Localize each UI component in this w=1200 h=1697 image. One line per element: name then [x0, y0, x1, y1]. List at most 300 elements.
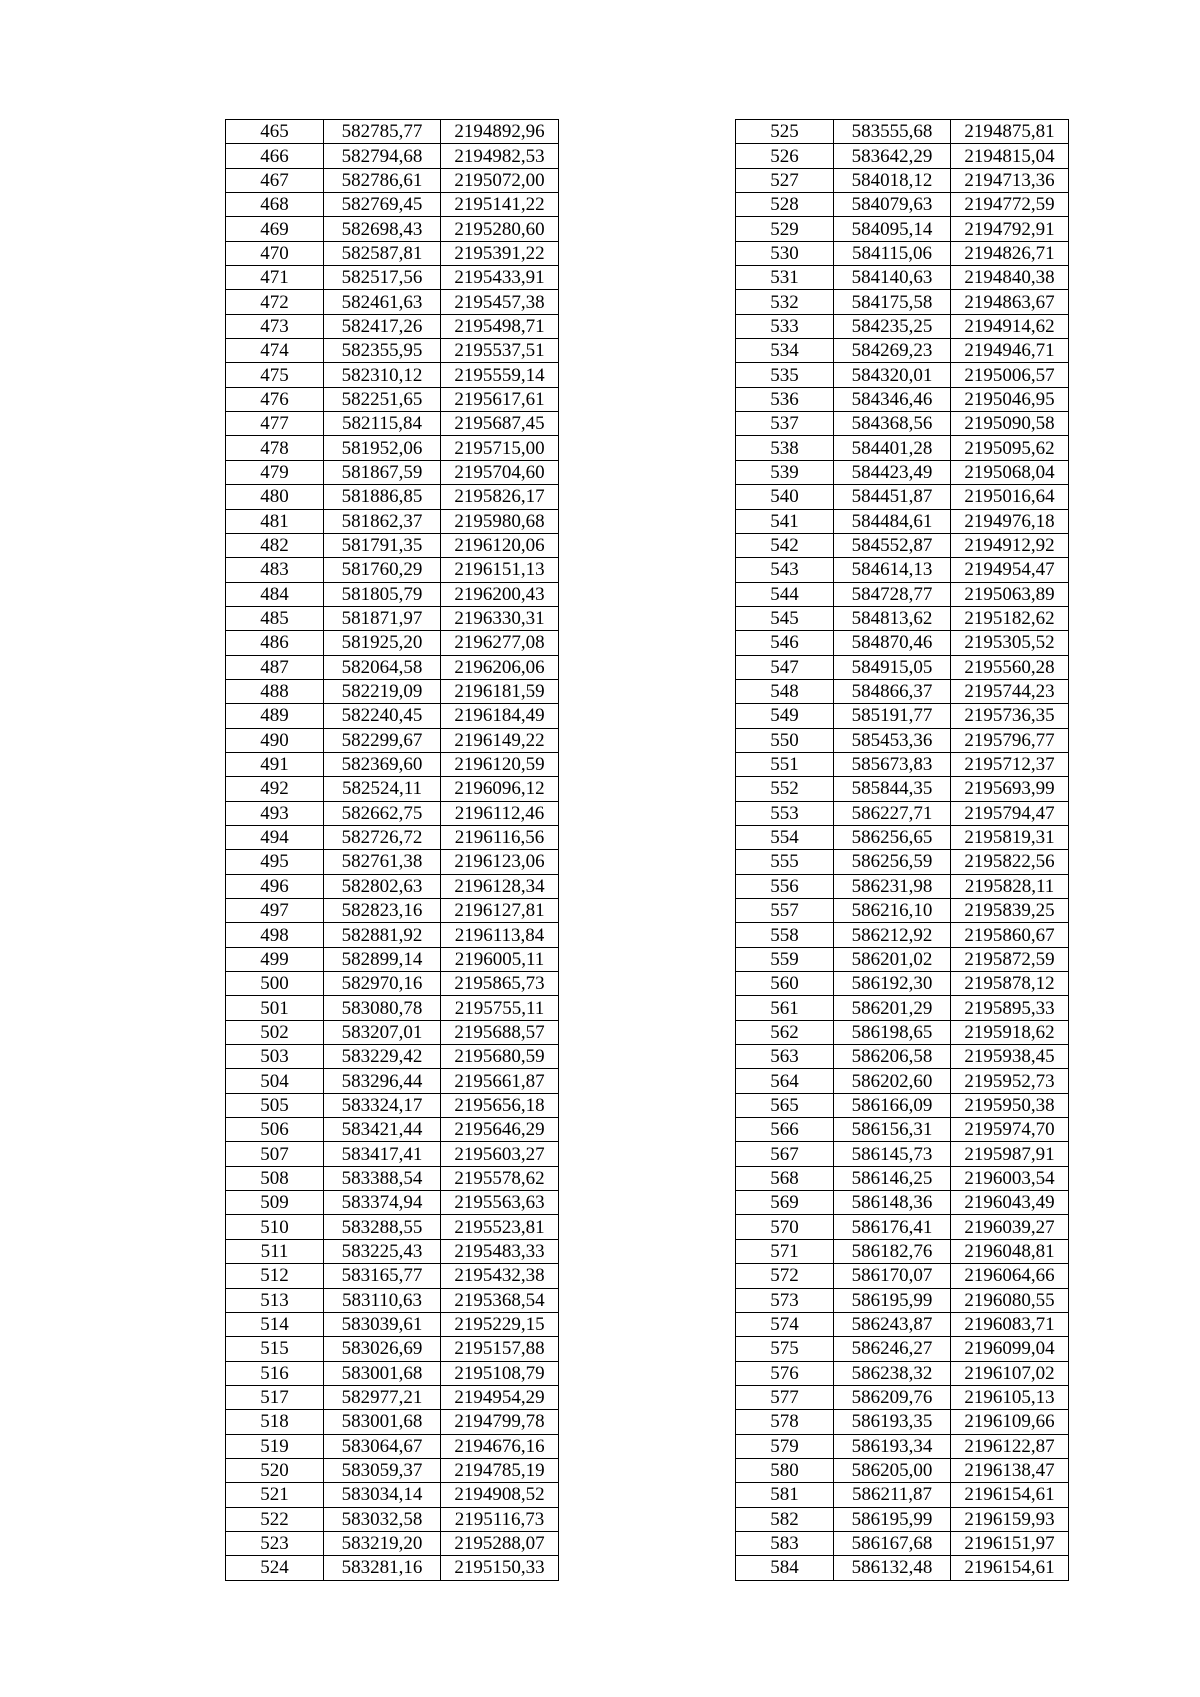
x-coordinate-cell: 583296,44 [324, 1069, 441, 1093]
point-number-cell: 542 [736, 533, 834, 557]
point-number-cell: 510 [226, 1215, 324, 1239]
x-coordinate-cell: 584235,25 [834, 314, 951, 338]
x-coordinate-cell: 582310,12 [324, 363, 441, 387]
table-row [226, 533, 559, 557]
point-number-cell: 539 [736, 460, 834, 484]
y-coordinate-cell: 2195865,73 [441, 972, 559, 996]
x-coordinate-cell: 586227,71 [834, 801, 951, 825]
point-number-cell: 504 [226, 1069, 324, 1093]
x-coordinate-cell: 581805,79 [324, 582, 441, 606]
point-number-cell: 497 [226, 899, 324, 923]
table-row [736, 1069, 1069, 1093]
x-coordinate-cell: 582726,72 [324, 825, 441, 849]
x-coordinate-cell: 583374,94 [324, 1191, 441, 1215]
table-row [226, 1215, 559, 1239]
y-coordinate-cell: 2195987,91 [951, 1142, 1069, 1166]
table-row [226, 120, 559, 144]
table-row [226, 363, 559, 387]
y-coordinate-cell: 2196127,81 [441, 899, 559, 923]
point-number-cell: 496 [226, 874, 324, 898]
table-body [226, 120, 559, 1581]
table-row [736, 168, 1069, 192]
table-row [736, 1385, 1069, 1409]
point-number-cell: 477 [226, 412, 324, 436]
y-coordinate-cell: 2196159,93 [951, 1507, 1069, 1531]
x-coordinate-cell: 586195,99 [834, 1288, 951, 1312]
point-number-cell: 561 [736, 996, 834, 1020]
table-row [226, 899, 559, 923]
table-row [226, 485, 559, 509]
y-coordinate-cell: 2196123,06 [441, 850, 559, 874]
point-number-cell: 522 [226, 1507, 324, 1531]
table-row [736, 120, 1069, 144]
point-number-cell: 564 [736, 1069, 834, 1093]
y-coordinate-cell: 2195826,17 [441, 485, 559, 509]
x-coordinate-cell: 586202,60 [834, 1069, 951, 1093]
point-number-cell: 546 [736, 631, 834, 655]
point-number-cell: 544 [736, 582, 834, 606]
y-coordinate-cell: 2196154,61 [951, 1483, 1069, 1507]
point-number-cell: 547 [736, 655, 834, 679]
point-number-cell: 489 [226, 704, 324, 728]
point-number-cell: 537 [736, 412, 834, 436]
y-coordinate-cell: 2196206,06 [441, 655, 559, 679]
y-coordinate-cell: 2194815,04 [951, 144, 1069, 168]
x-coordinate-cell: 586231,98 [834, 874, 951, 898]
table-row [226, 704, 559, 728]
x-coordinate-cell: 582251,65 [324, 387, 441, 411]
point-number-cell: 548 [736, 679, 834, 703]
y-coordinate-cell: 2195952,73 [951, 1069, 1069, 1093]
y-coordinate-cell: 2196043,49 [951, 1191, 1069, 1215]
table-row [736, 777, 1069, 801]
x-coordinate-cell: 584915,05 [834, 655, 951, 679]
point-number-cell: 552 [736, 777, 834, 801]
point-number-cell: 532 [736, 290, 834, 314]
table-row [736, 1531, 1069, 1555]
point-number-cell: 473 [226, 314, 324, 338]
point-number-cell: 479 [226, 460, 324, 484]
table-row [226, 460, 559, 484]
point-number-cell: 541 [736, 509, 834, 533]
table-row [226, 1093, 559, 1117]
point-number-cell: 576 [736, 1361, 834, 1385]
point-number-cell: 556 [736, 874, 834, 898]
y-coordinate-cell: 2196116,56 [441, 825, 559, 849]
point-number-cell: 470 [226, 241, 324, 265]
x-coordinate-cell: 582794,68 [324, 144, 441, 168]
y-coordinate-cell: 2195305,52 [951, 631, 1069, 655]
x-coordinate-cell: 586166,09 [834, 1093, 951, 1117]
table-row [736, 1483, 1069, 1507]
y-coordinate-cell: 2195646,29 [441, 1118, 559, 1142]
y-coordinate-cell: 2194976,18 [951, 509, 1069, 533]
x-coordinate-cell: 582417,26 [324, 314, 441, 338]
table-row [736, 801, 1069, 825]
x-coordinate-cell: 582823,16 [324, 899, 441, 923]
x-coordinate-cell: 583034,14 [324, 1483, 441, 1507]
point-number-cell: 558 [736, 923, 834, 947]
table-row [226, 1239, 559, 1263]
y-coordinate-cell: 2196099,04 [951, 1337, 1069, 1361]
x-coordinate-cell: 583039,61 [324, 1312, 441, 1336]
x-coordinate-cell: 581886,85 [324, 485, 441, 509]
y-coordinate-cell: 2195559,14 [441, 363, 559, 387]
y-coordinate-cell: 2196064,66 [951, 1264, 1069, 1288]
x-coordinate-cell: 581871,97 [324, 606, 441, 630]
table-row [226, 1118, 559, 1142]
x-coordinate-cell: 586182,76 [834, 1239, 951, 1263]
x-coordinate-cell: 583001,68 [324, 1361, 441, 1385]
y-coordinate-cell: 2195822,56 [951, 850, 1069, 874]
table-row [226, 655, 559, 679]
table-row [736, 363, 1069, 387]
point-number-cell: 569 [736, 1191, 834, 1215]
table-row [736, 679, 1069, 703]
x-coordinate-cell: 584728,77 [834, 582, 951, 606]
x-coordinate-cell: 582524,11 [324, 777, 441, 801]
table-row [736, 1045, 1069, 1069]
y-coordinate-cell: 2195794,47 [951, 801, 1069, 825]
coordinates-table-right [735, 119, 1069, 1581]
y-coordinate-cell: 2195860,67 [951, 923, 1069, 947]
point-number-cell: 499 [226, 947, 324, 971]
x-coordinate-cell: 582587,81 [324, 241, 441, 265]
y-coordinate-cell: 2195072,00 [441, 168, 559, 192]
point-number-cell: 501 [226, 996, 324, 1020]
y-coordinate-cell: 2194892,96 [441, 120, 559, 144]
y-coordinate-cell: 2195950,38 [951, 1093, 1069, 1117]
y-coordinate-cell: 2195796,77 [951, 728, 1069, 752]
x-coordinate-cell: 586206,58 [834, 1045, 951, 1069]
y-coordinate-cell: 2195895,33 [951, 996, 1069, 1020]
y-coordinate-cell: 2195368,54 [441, 1288, 559, 1312]
table-row [226, 1361, 559, 1385]
point-number-cell: 488 [226, 679, 324, 703]
point-number-cell: 577 [736, 1385, 834, 1409]
x-coordinate-cell: 584451,87 [834, 485, 951, 509]
point-number-cell: 575 [736, 1337, 834, 1361]
y-coordinate-cell: 2194912,92 [951, 533, 1069, 557]
point-number-cell: 557 [736, 899, 834, 923]
table-row [736, 899, 1069, 923]
y-coordinate-cell: 2196151,97 [951, 1531, 1069, 1555]
y-coordinate-cell: 2195688,57 [441, 1020, 559, 1044]
table-row [226, 509, 559, 533]
x-coordinate-cell: 586193,35 [834, 1410, 951, 1434]
point-number-cell: 570 [736, 1215, 834, 1239]
table-row [736, 412, 1069, 436]
y-coordinate-cell: 2196112,46 [441, 801, 559, 825]
table-row [226, 436, 559, 460]
point-number-cell: 469 [226, 217, 324, 241]
x-coordinate-cell: 584346,46 [834, 387, 951, 411]
table-row [736, 996, 1069, 1020]
table-row [226, 631, 559, 655]
point-number-cell: 583 [736, 1531, 834, 1555]
table-row [736, 1410, 1069, 1434]
table-row [226, 874, 559, 898]
table-row [226, 947, 559, 971]
x-coordinate-cell: 586246,27 [834, 1337, 951, 1361]
x-coordinate-cell: 585191,77 [834, 704, 951, 728]
table-row [736, 1507, 1069, 1531]
y-coordinate-cell: 2195150,33 [441, 1556, 559, 1580]
x-coordinate-cell: 581867,59 [324, 460, 441, 484]
y-coordinate-cell: 2194713,36 [951, 168, 1069, 192]
x-coordinate-cell: 584813,62 [834, 606, 951, 630]
table-row [226, 923, 559, 947]
x-coordinate-cell: 586238,32 [834, 1361, 951, 1385]
point-number-cell: 528 [736, 193, 834, 217]
y-coordinate-cell: 2194676,16 [441, 1434, 559, 1458]
point-number-cell: 502 [226, 1020, 324, 1044]
coordinates-table-left [225, 119, 559, 1581]
x-coordinate-cell: 583388,54 [324, 1166, 441, 1190]
point-number-cell: 480 [226, 485, 324, 509]
table-row [736, 193, 1069, 217]
x-coordinate-cell: 584175,58 [834, 290, 951, 314]
table-row [736, 485, 1069, 509]
y-coordinate-cell: 2195617,61 [441, 387, 559, 411]
y-coordinate-cell: 2195828,11 [951, 874, 1069, 898]
table-row [736, 728, 1069, 752]
x-coordinate-cell: 583288,55 [324, 1215, 441, 1239]
y-coordinate-cell: 2195687,45 [441, 412, 559, 436]
x-coordinate-cell: 584018,12 [834, 168, 951, 192]
x-coordinate-cell: 583207,01 [324, 1020, 441, 1044]
table-row [226, 1166, 559, 1190]
table-row [736, 1264, 1069, 1288]
y-coordinate-cell: 2196105,13 [951, 1385, 1069, 1409]
table-row [736, 850, 1069, 874]
y-coordinate-cell: 2195563,63 [441, 1191, 559, 1215]
x-coordinate-cell: 582899,14 [324, 947, 441, 971]
point-number-cell: 519 [226, 1434, 324, 1458]
y-coordinate-cell: 2194772,59 [951, 193, 1069, 217]
x-coordinate-cell: 582299,67 [324, 728, 441, 752]
table-row [226, 582, 559, 606]
point-number-cell: 553 [736, 801, 834, 825]
point-number-cell: 555 [736, 850, 834, 874]
x-coordinate-cell: 586195,99 [834, 1507, 951, 1531]
point-number-cell: 503 [226, 1045, 324, 1069]
table-row [736, 1118, 1069, 1142]
point-number-cell: 467 [226, 168, 324, 192]
x-coordinate-cell: 582662,75 [324, 801, 441, 825]
x-coordinate-cell: 584140,63 [834, 266, 951, 290]
y-coordinate-cell: 2195433,91 [441, 266, 559, 290]
table-row [736, 631, 1069, 655]
table-row [736, 314, 1069, 338]
table-row [736, 436, 1069, 460]
point-number-cell: 550 [736, 728, 834, 752]
table-row [736, 606, 1069, 630]
x-coordinate-cell: 584368,56 [834, 412, 951, 436]
point-number-cell: 566 [736, 1118, 834, 1142]
x-coordinate-cell: 586193,34 [834, 1434, 951, 1458]
point-number-cell: 565 [736, 1093, 834, 1117]
point-number-cell: 549 [736, 704, 834, 728]
x-coordinate-cell: 586209,76 [834, 1385, 951, 1409]
table-row [736, 1312, 1069, 1336]
point-number-cell: 518 [226, 1410, 324, 1434]
point-number-cell: 471 [226, 266, 324, 290]
point-number-cell: 523 [226, 1531, 324, 1555]
x-coordinate-cell: 584401,28 [834, 436, 951, 460]
y-coordinate-cell: 2195980,68 [441, 509, 559, 533]
point-number-cell: 487 [226, 655, 324, 679]
y-coordinate-cell: 2194914,62 [951, 314, 1069, 338]
table-row [226, 339, 559, 363]
point-number-cell: 584 [736, 1556, 834, 1580]
table-row [226, 1483, 559, 1507]
point-number-cell: 568 [736, 1166, 834, 1190]
x-coordinate-cell: 582977,21 [324, 1385, 441, 1409]
x-coordinate-cell: 584870,46 [834, 631, 951, 655]
table-row [226, 1458, 559, 1482]
point-number-cell: 527 [736, 168, 834, 192]
y-coordinate-cell: 2195063,89 [951, 582, 1069, 606]
y-coordinate-cell: 2195457,38 [441, 290, 559, 314]
x-coordinate-cell: 583417,41 [324, 1142, 441, 1166]
y-coordinate-cell: 2196080,55 [951, 1288, 1069, 1312]
point-number-cell: 506 [226, 1118, 324, 1142]
table-row [736, 1337, 1069, 1361]
y-coordinate-cell: 2196107,02 [951, 1361, 1069, 1385]
y-coordinate-cell: 2196184,49 [441, 704, 559, 728]
y-coordinate-cell: 2195736,35 [951, 704, 1069, 728]
x-coordinate-cell: 583229,42 [324, 1045, 441, 1069]
x-coordinate-cell: 586212,92 [834, 923, 951, 947]
table-row [736, 1288, 1069, 1312]
table-row [736, 460, 1069, 484]
y-coordinate-cell: 2196151,13 [441, 558, 559, 582]
table-row [226, 996, 559, 1020]
x-coordinate-cell: 583421,44 [324, 1118, 441, 1142]
y-coordinate-cell: 2196330,31 [441, 606, 559, 630]
x-coordinate-cell: 582881,92 [324, 923, 441, 947]
y-coordinate-cell: 2195656,18 [441, 1093, 559, 1117]
x-coordinate-cell: 586243,87 [834, 1312, 951, 1336]
point-number-cell: 513 [226, 1288, 324, 1312]
point-number-cell: 581 [736, 1483, 834, 1507]
y-coordinate-cell: 2194785,19 [441, 1458, 559, 1482]
y-coordinate-cell: 2196181,59 [441, 679, 559, 703]
table-row [226, 144, 559, 168]
x-coordinate-cell: 586132,48 [834, 1556, 951, 1580]
point-number-cell: 476 [226, 387, 324, 411]
point-number-cell: 490 [226, 728, 324, 752]
table-row [736, 1142, 1069, 1166]
point-number-cell: 509 [226, 1191, 324, 1215]
y-coordinate-cell: 2195141,22 [441, 193, 559, 217]
x-coordinate-cell: 583219,20 [324, 1531, 441, 1555]
y-coordinate-cell: 2195090,58 [951, 412, 1069, 436]
table-row [736, 1191, 1069, 1215]
x-coordinate-cell: 583032,58 [324, 1507, 441, 1531]
x-coordinate-cell: 582355,95 [324, 339, 441, 363]
table-row [736, 874, 1069, 898]
y-coordinate-cell: 2195095,62 [951, 436, 1069, 460]
table-row [736, 923, 1069, 947]
x-coordinate-cell: 584320,01 [834, 363, 951, 387]
point-number-cell: 508 [226, 1166, 324, 1190]
point-number-cell: 535 [736, 363, 834, 387]
x-coordinate-cell: 582517,56 [324, 266, 441, 290]
y-coordinate-cell: 2194840,38 [951, 266, 1069, 290]
x-coordinate-cell: 583281,16 [324, 1556, 441, 1580]
point-number-cell: 468 [226, 193, 324, 217]
x-coordinate-cell: 584269,23 [834, 339, 951, 363]
y-coordinate-cell: 2195157,88 [441, 1337, 559, 1361]
x-coordinate-cell: 586156,31 [834, 1118, 951, 1142]
x-coordinate-cell: 586146,25 [834, 1166, 951, 1190]
table-row [736, 558, 1069, 582]
x-coordinate-cell: 581760,29 [324, 558, 441, 582]
table-row [226, 777, 559, 801]
y-coordinate-cell: 2196277,08 [441, 631, 559, 655]
y-coordinate-cell: 2195537,51 [441, 339, 559, 363]
x-coordinate-cell: 582064,58 [324, 655, 441, 679]
x-coordinate-cell: 582802,63 [324, 874, 441, 898]
x-coordinate-cell: 581925,20 [324, 631, 441, 655]
point-number-cell: 580 [736, 1458, 834, 1482]
x-coordinate-cell: 584866,37 [834, 679, 951, 703]
y-coordinate-cell: 2195755,11 [441, 996, 559, 1020]
table-row [736, 509, 1069, 533]
x-coordinate-cell: 581791,35 [324, 533, 441, 557]
x-coordinate-cell: 586176,41 [834, 1215, 951, 1239]
point-number-cell: 540 [736, 485, 834, 509]
table-row [736, 1458, 1069, 1482]
x-coordinate-cell: 584079,63 [834, 193, 951, 217]
y-coordinate-cell: 2195974,70 [951, 1118, 1069, 1142]
y-coordinate-cell: 2195483,33 [441, 1239, 559, 1263]
table-row [226, 1045, 559, 1069]
point-number-cell: 493 [226, 801, 324, 825]
point-number-cell: 483 [226, 558, 324, 582]
table-row [736, 1239, 1069, 1263]
table-row [226, 972, 559, 996]
point-number-cell: 533 [736, 314, 834, 338]
y-coordinate-cell: 2195016,64 [951, 485, 1069, 509]
point-number-cell: 514 [226, 1312, 324, 1336]
x-coordinate-cell: 586205,00 [834, 1458, 951, 1482]
y-coordinate-cell: 2196200,43 [441, 582, 559, 606]
point-number-cell: 579 [736, 1434, 834, 1458]
point-number-cell: 530 [736, 241, 834, 265]
x-coordinate-cell: 586256,65 [834, 825, 951, 849]
x-coordinate-cell: 583165,77 [324, 1264, 441, 1288]
x-coordinate-cell: 583555,68 [834, 120, 951, 144]
table-row [226, 314, 559, 338]
x-coordinate-cell: 586170,07 [834, 1264, 951, 1288]
point-number-cell: 498 [226, 923, 324, 947]
y-coordinate-cell: 2195693,99 [951, 777, 1069, 801]
point-number-cell: 582 [736, 1507, 834, 1531]
x-coordinate-cell: 586211,87 [834, 1483, 951, 1507]
table-row [226, 801, 559, 825]
point-number-cell: 562 [736, 1020, 834, 1044]
x-coordinate-cell: 586145,73 [834, 1142, 951, 1166]
point-number-cell: 465 [226, 120, 324, 144]
y-coordinate-cell: 2195116,73 [441, 1507, 559, 1531]
table-row [226, 1434, 559, 1458]
point-number-cell: 507 [226, 1142, 324, 1166]
x-coordinate-cell: 584614,13 [834, 558, 951, 582]
table-row [226, 387, 559, 411]
